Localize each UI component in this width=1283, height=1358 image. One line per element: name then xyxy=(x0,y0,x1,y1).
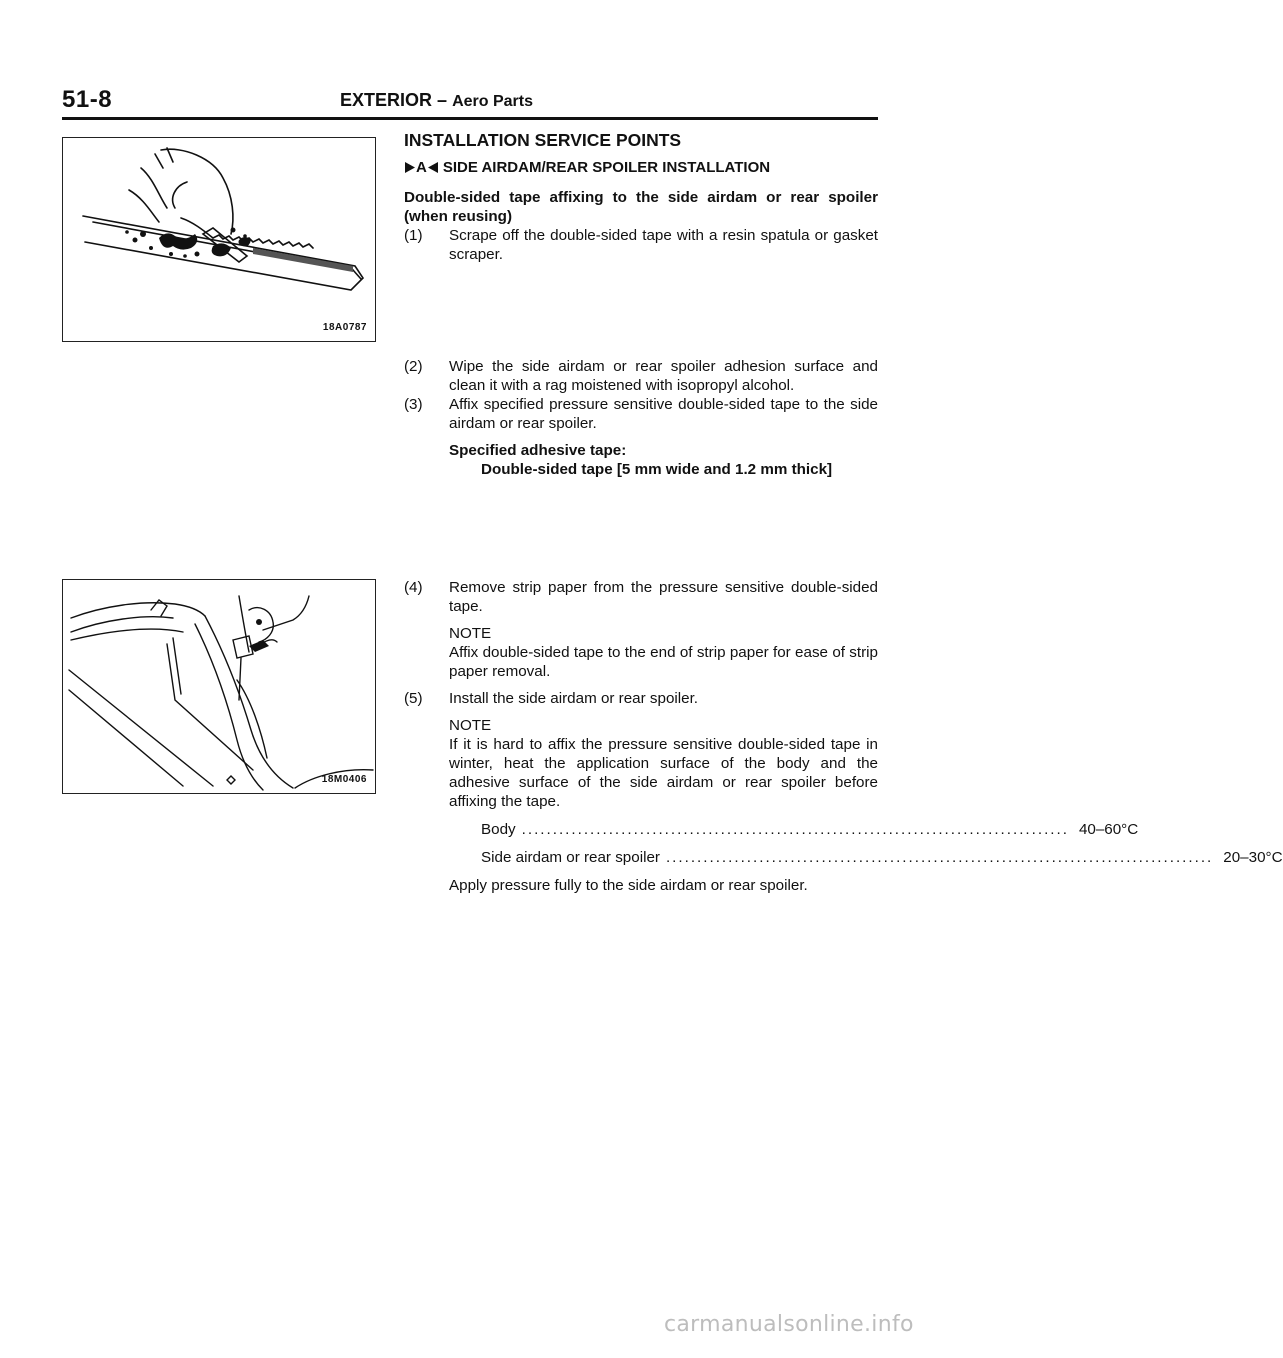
figure-code: 18M0406 xyxy=(321,774,367,785)
step-text: Affix specified pressure sensitive double-sided tape to the side airdam or rear spoiler. xyxy=(449,396,878,432)
temp-row-body xyxy=(481,820,1139,839)
sub-heading xyxy=(404,158,878,177)
step-2 xyxy=(404,357,878,395)
temp-row-airdam xyxy=(481,848,1283,867)
left-triangle-icon xyxy=(427,161,439,174)
step-4 xyxy=(404,578,878,616)
figure-remove-strip-paper xyxy=(62,579,376,794)
text-column-middle xyxy=(404,357,878,479)
install-marker xyxy=(404,158,439,177)
leader-dots: ........................................................................................ xyxy=(665,849,1214,866)
step-number: (4) xyxy=(404,579,423,596)
right-triangle-icon xyxy=(404,161,416,174)
temp-value: 20–30°C xyxy=(1223,849,1283,866)
step-text: Install the side airdam or rear spoiler. xyxy=(449,690,699,707)
install-marker-letter: A xyxy=(416,159,427,176)
note-text: If it is hard to affix the pressure sensitive double-sided tape in winter, heat the application surface of the body and the adhesive surface of the side airdam or rear spoiler before affixing the tape. xyxy=(449,736,878,810)
page-number: 51-8 xyxy=(62,86,113,113)
page-header xyxy=(62,84,878,118)
step-number: (1) xyxy=(404,227,423,244)
text-column-lower xyxy=(404,578,1283,895)
strip-paper-illustration xyxy=(63,580,374,792)
step-number: (2) xyxy=(404,358,423,375)
closing-text: Apply pressure fully to the side airdam or rear spoiler. xyxy=(449,877,808,894)
note-label: NOTE xyxy=(449,717,492,734)
spec-label: Specified adhesive tape: xyxy=(449,442,627,459)
step-text: Remove strip paper from the pressure sensitive double-sided tape. xyxy=(449,579,878,615)
title-dash: – xyxy=(437,90,448,110)
step-text: Scrape off the double-sided tape with a resin spatula or gasket scraper. xyxy=(449,227,878,263)
scraping-illustration xyxy=(63,138,374,340)
watermark: carmanualsonline.info xyxy=(664,1312,914,1337)
figure-code: 18A0787 xyxy=(322,322,367,333)
step-text: Wipe the side airdam or rear spoiler adhesion surface and clean it with a rag moistened with isopropyl alcohol. xyxy=(449,358,878,394)
section-name: EXTERIOR xyxy=(340,90,433,110)
step-number: (3) xyxy=(404,396,423,413)
section-heading: INSTALLATION SERVICE POINTS xyxy=(404,130,682,150)
step-1 xyxy=(404,226,878,264)
figure-scrape-tape xyxy=(62,137,376,342)
spec-value: Double-sided tape [5 mm wide and 1.2 mm thick] xyxy=(481,461,833,478)
step-5 xyxy=(404,689,878,708)
note-label: NOTE xyxy=(449,625,492,642)
step-3 xyxy=(404,395,878,433)
temp-label: Side airdam or rear spoiler xyxy=(481,849,660,866)
step-number: (5) xyxy=(404,690,423,707)
temp-label: Body xyxy=(481,821,516,838)
note-text: Affix double-sided tape to the end of strip paper for ease of strip paper removal. xyxy=(449,644,878,680)
leader-dots: ........................................................................................ xyxy=(521,821,1069,838)
subsection-name: Aero Parts xyxy=(452,93,533,110)
header-rule xyxy=(62,117,878,120)
lead-text: Double-sided tape affixing to the side airdam or rear spoiler (when reusing) xyxy=(404,189,878,225)
sub-heading-text: SIDE AIRDAM/REAR SPOILER INSTALLATION xyxy=(442,159,771,176)
text-column-upper xyxy=(404,131,878,264)
temp-value: 40–60°C xyxy=(1078,821,1139,838)
section-title xyxy=(340,90,533,111)
